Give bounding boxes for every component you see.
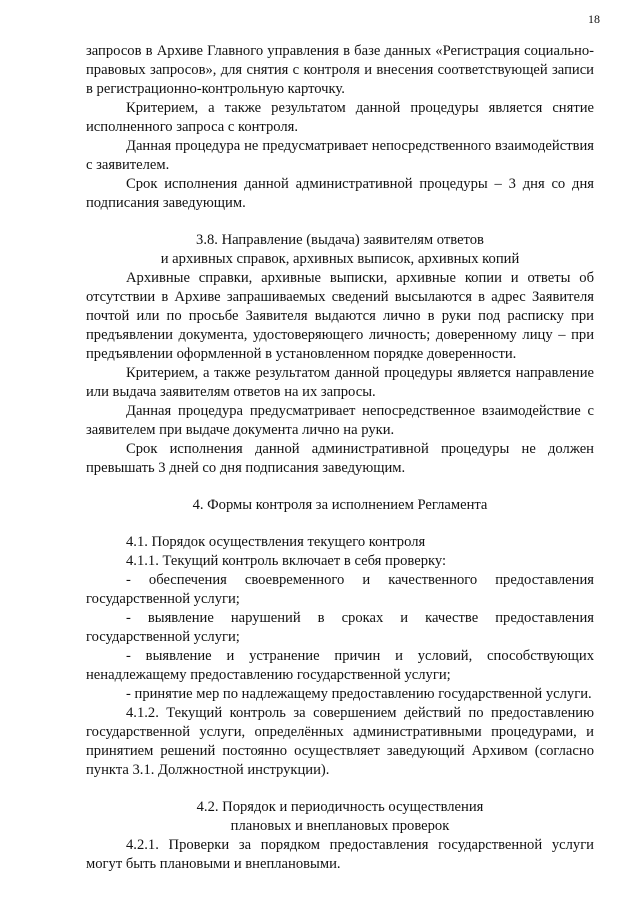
paragraph: 4.2.1. Проверки за порядком предоставления государственной услуги могут быть плановыми и внеплановыми. — [86, 837, 594, 872]
section-heading-4: 4. Формы контроля за исполнением Регламента — [192, 497, 488, 513]
list-item: - выявление нарушений в сроках и качестве предоставления государственной услуги; — [86, 610, 594, 645]
paragraph: Критерием, а также результатом данной процедуры является снятие исполненного запроса с контроля. — [86, 100, 594, 135]
paragraph: 4.1.2. Текущий контроль за совершением действий по предоставлению государственной услуги, определённых административными процедурами, и принятием решений постоянно осуществляет заведующий Архивом (согласно пункта 3.1. Должностной инструкции). — [86, 705, 594, 778]
paragraph: Срок исполнения данной административной процедуры – 3 дня со дня подписания заведующим. — [86, 176, 594, 211]
page-number: 18 — [588, 12, 600, 26]
paragraph: Архивные справки, архивные выписки, архивные копии и ответы об отсутствии в Архиве запрашиваемых сведений высылаются в адрес Заявителя почтой или по просьбе Заявителя выдаются лично в руки под расписку при предъявлении документа, удостоверяющего личность; доверенному лицу – при предъявлении оформленной в установленном порядке доверенности. — [86, 270, 594, 362]
paragraph: 4.1.1. Текущий контроль включает в себя проверку: — [126, 553, 447, 569]
paragraph: Срок исполнения данной административной процедуры не должен превышать 3 дней со дня подписания заведующим. — [86, 441, 594, 476]
list-item: - выявление и устранение причин и условий, способствующих ненадлежащему предоставлению государственной услуги; — [86, 648, 594, 683]
document-body — [86, 42, 594, 874]
list-item: - обеспечения своевременного и качественного предоставления государственной услуги; — [86, 572, 594, 607]
subsection-heading-4-1: 4.1. Порядок осуществления текущего контроля — [126, 534, 426, 550]
section-heading-3-8: 3.8. Направление (выдача) заявителям ответов и архивных справок, архивных выписок, архивных копий — [160, 232, 520, 267]
section-heading-4-2: 4.2. Порядок и периодичность осуществления плановых и внеплановых проверок — [196, 799, 484, 834]
paragraph: Данная процедура не предусматривает непосредственного взаимодействия с заявителем. — [86, 138, 594, 173]
paragraph: запросов в Архиве Главного управления в базе данных «Регистрация социально-правовых запросов», для снятия с контроля и внесения соответствующей записи в регистрационно-контрольную карточку. — [86, 43, 594, 97]
paragraph: Данная процедура предусматривает непосредственное взаимодействие с заявителем при выдаче документа лично на руки. — [86, 403, 594, 438]
list-item: - принятие мер по надлежащему предоставлению государственной услуги. — [126, 686, 592, 702]
paragraph: Критерием, а также результатом данной процедуры является направление или выдача заявителям ответов на их запросы. — [86, 365, 594, 400]
